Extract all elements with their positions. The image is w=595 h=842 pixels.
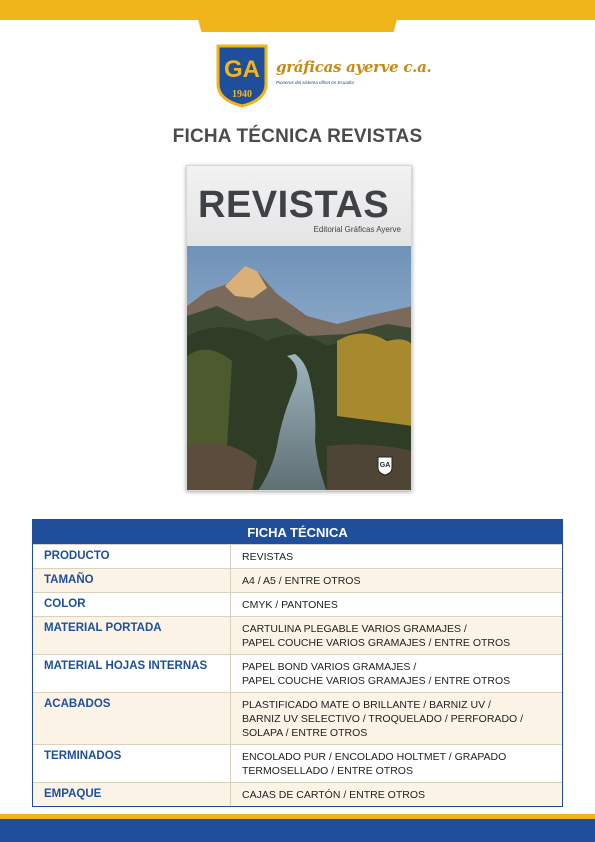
brand-tagline: Pioneros del sistema offset en Ecuador: [276, 80, 355, 85]
spec-table-heading: FICHA TÉCNICA: [33, 520, 562, 544]
row-label: TAMAÑO: [33, 569, 231, 592]
footer-blue-bar: [0, 819, 595, 842]
top-banner: [0, 0, 595, 20]
top-banner-left: [0, 0, 200, 20]
row-label: MATERIAL HOJAS INTERNAS: [33, 655, 231, 692]
row-label: MATERIAL PORTADA: [33, 617, 231, 654]
row-label: COLOR: [33, 593, 231, 616]
row-value: A4 / A5 / ENTRE OTROS: [242, 575, 361, 587]
spec-table: [32, 519, 563, 807]
top-banner-right: [395, 0, 595, 20]
row-value: PLASTIFICADO MATE O BRILLANTE / BARNIZ UV / BARNIZ UV SELECTIVO / TROQUELADO / PERFORADO / SOLAPA / ENTRE OTROS: [242, 699, 524, 739]
row-value: CARTULINA PLEGABLE VARIOS GRAMAJES / PAPEL COUCHE VARIOS GRAMAJES / ENTRE OTROS: [242, 623, 511, 649]
row-value: PAPEL BOND VARIOS GRAMAJES / PAPEL COUCHE VARIOS GRAMAJES / ENTRE OTROS: [242, 661, 511, 687]
shield-letters: GA: [224, 56, 260, 83]
row-value: CMYK / PANTONES: [242, 599, 338, 611]
row-value: ENCOLADO PUR / ENCOLADO HOLTMET / GRAPADO TERMOSELLADO / ENTRE OTROS: [242, 751, 507, 777]
row-label: ACABADOS: [33, 693, 231, 744]
table-row: [33, 568, 562, 592]
page-title: FICHA TÉCNICA REVISTAS: [172, 126, 423, 147]
brand-name: gráficas ayerve c.a.: [276, 58, 432, 76]
row-label: PRODUCTO: [33, 545, 231, 568]
magazine-header: [187, 166, 412, 246]
landscape-photo: [187, 246, 412, 491]
shield-logo-icon: [216, 44, 268, 108]
table-row: [33, 592, 562, 616]
magazine-badge-icon: [377, 456, 393, 476]
row-value: CAJAS DE CARTÓN / ENTRE OTROS: [242, 789, 425, 801]
magazine-badge-letters: GA: [379, 462, 391, 469]
top-banner-notch: [193, 0, 402, 32]
table-row: [33, 616, 562, 654]
row-label: EMPAQUE: [33, 783, 231, 806]
table-row: [33, 692, 562, 744]
company-logo: [216, 44, 432, 108]
shield-year: 1940: [232, 89, 252, 100]
table-row: [33, 544, 562, 568]
table-row: [33, 782, 562, 806]
table-row: [33, 744, 562, 782]
magazine-cover: [186, 165, 412, 491]
magazine-title: REVISTAS: [198, 184, 390, 226]
row-value: REVISTAS: [242, 551, 294, 563]
row-label: TERMINADOS: [33, 745, 231, 782]
table-row: [33, 654, 562, 692]
magazine-subtitle: Editorial Gráficas Ayerve: [313, 225, 401, 234]
